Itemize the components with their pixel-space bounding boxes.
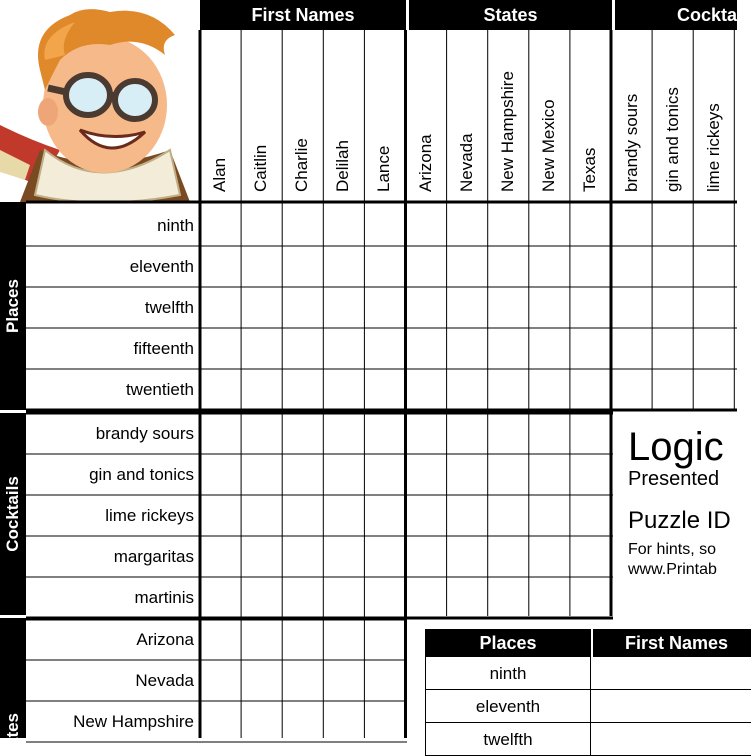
answer-row-place: eleventh: [425, 690, 591, 723]
grid-cell-cocktails[interactable]: [571, 576, 612, 617]
grid-cell-places[interactable]: [201, 327, 242, 368]
column-label-text: brandy sours: [622, 93, 641, 192]
grid-cell-places[interactable]: [571, 245, 612, 286]
answer-row-place: ninth: [425, 657, 591, 690]
header-first-names-label: First Names: [251, 4, 355, 25]
info-presented: Presented: [628, 468, 720, 490]
grid-cell-cocktails[interactable]: [283, 412, 324, 453]
grid-cell-places[interactable]: [571, 327, 612, 368]
grid-cell-cocktails[interactable]: [407, 535, 448, 576]
column-label-text: lime rickeys: [704, 103, 723, 192]
grid-cell-states[interactable]: [365, 659, 406, 700]
grid-cell-cocktails[interactable]: [489, 576, 530, 617]
grid-cell-places[interactable]: [571, 286, 612, 327]
grid-cell-places[interactable]: [324, 204, 365, 245]
grid-cell-places[interactable]: [324, 368, 365, 409]
answer-row-first-name-input[interactable]: [591, 723, 751, 756]
grid-cell-cocktails[interactable]: [201, 453, 242, 494]
grid-cell-cocktails[interactable]: [530, 453, 571, 494]
column-label-text: Delilah: [333, 140, 352, 192]
row-label-cocktails: brandy sours: [95, 424, 194, 443]
grid-cell-places[interactable]: [653, 368, 694, 409]
answer-table: [425, 629, 737, 749]
grid-cell-places[interactable]: [448, 204, 489, 245]
grid-cell-places[interactable]: [694, 327, 735, 368]
grid-cell-cocktails[interactable]: [242, 453, 283, 494]
row-label-states: Arizona: [136, 630, 194, 649]
grid-cell-places[interactable]: [283, 245, 324, 286]
answer-header-places: Places: [425, 629, 591, 657]
grid-cell-states[interactable]: [324, 700, 365, 741]
grid-cell-states[interactable]: [201, 659, 242, 700]
row-label-states: Nevada: [135, 671, 194, 690]
grid-cell-cocktails[interactable]: [283, 535, 324, 576]
grid-cell-cocktails[interactable]: [201, 576, 242, 617]
row-label-cocktails: margaritas: [113, 547, 194, 566]
column-label-text: Texas: [580, 147, 599, 192]
grid-cell-states[interactable]: [365, 700, 406, 741]
column-label-text: Caitlin: [251, 144, 270, 192]
grid-cell-cocktails[interactable]: [365, 494, 406, 535]
grid-cell-places[interactable]: [612, 245, 653, 286]
grid-cell-places[interactable]: [653, 245, 694, 286]
grid-cell-states[interactable]: [201, 700, 242, 741]
grid-cell-cocktails[interactable]: [448, 576, 489, 617]
grid-cell-cocktails[interactable]: [489, 494, 530, 535]
grid-cell-cocktails[interactable]: [489, 535, 530, 576]
grid-cell-places[interactable]: [407, 286, 448, 327]
grid-cell-places[interactable]: [283, 286, 324, 327]
answer-header-first-names: First Names: [591, 629, 751, 657]
grid-cell-cocktails[interactable]: [283, 453, 324, 494]
grid-cell-cocktails[interactable]: [407, 453, 448, 494]
header-cocktails-label: Cockta: [677, 4, 738, 25]
grid-cell-cocktails[interactable]: [489, 412, 530, 453]
grid-cell-cocktails[interactable]: [407, 412, 448, 453]
grid-cell-states[interactable]: [283, 618, 324, 659]
grid-cell-cocktails[interactable]: [324, 412, 365, 453]
grid-cell-cocktails[interactable]: [365, 412, 406, 453]
column-label-text: New Mexico: [539, 99, 558, 192]
side-header-cocktails-label: Cocktails: [3, 476, 22, 552]
grid-cell-places[interactable]: [530, 327, 571, 368]
grid-cell-cocktails[interactable]: [324, 535, 365, 576]
grid-cell-cocktails[interactable]: [283, 576, 324, 617]
grid-cell-places[interactable]: [283, 327, 324, 368]
grid-cell-cocktails[interactable]: [530, 412, 571, 453]
grid-cell-cocktails[interactable]: [530, 535, 571, 576]
grid-cell-places[interactable]: [530, 204, 571, 245]
grid-cell-places[interactable]: [612, 204, 653, 245]
grid-cell-cocktails[interactable]: [571, 535, 612, 576]
grid-cell-places[interactable]: [448, 368, 489, 409]
grid-cell-cocktails[interactable]: [448, 535, 489, 576]
grid-cell-places[interactable]: [612, 327, 653, 368]
grid-cell-cocktails[interactable]: [571, 412, 612, 453]
grid-cell-states[interactable]: [201, 618, 242, 659]
grid-cell-places[interactable]: [489, 286, 530, 327]
grid-cell-places[interactable]: [694, 204, 735, 245]
grid-cell-cocktails[interactable]: [201, 494, 242, 535]
grid-cell-places[interactable]: [201, 245, 242, 286]
row-label-places: ninth: [157, 216, 194, 235]
grid-cell-places[interactable]: [612, 368, 653, 409]
grid-cell-cocktails[interactable]: [407, 494, 448, 535]
grid-cell-places[interactable]: [407, 245, 448, 286]
grid-cell-cocktails[interactable]: [283, 494, 324, 535]
grid-cell-states[interactable]: [242, 700, 283, 741]
grid-cell-places[interactable]: [653, 327, 694, 368]
row-label-cocktails: martinis: [134, 588, 194, 607]
grid-cell-states[interactable]: [283, 659, 324, 700]
grid-cell-states[interactable]: [283, 700, 324, 741]
grid-cell-cocktails[interactable]: [365, 453, 406, 494]
info-title: Logic: [628, 425, 724, 469]
grid-cell-places[interactable]: [407, 204, 448, 245]
info-website[interactable]: www.Printab: [628, 561, 717, 578]
grid-cell-places[interactable]: [283, 368, 324, 409]
header-states-label: States: [483, 4, 538, 25]
grid-cell-places[interactable]: [365, 245, 406, 286]
grid-cell-places[interactable]: [448, 245, 489, 286]
column-label-text: Lance: [374, 145, 393, 192]
grid-cell-states[interactable]: [242, 659, 283, 700]
column-label-text: Nevada: [457, 133, 476, 192]
grid-cell-places[interactable]: [324, 286, 365, 327]
grid-cell-places[interactable]: [489, 327, 530, 368]
column-label-text: gin and tonics: [663, 87, 682, 192]
row-label-places: twelfth: [144, 298, 194, 317]
grid-cell-places[interactable]: [365, 286, 406, 327]
grid-cell-places[interactable]: [201, 286, 242, 327]
grid-cell-cocktails[interactable]: [489, 453, 530, 494]
grid-cell-places[interactable]: [612, 286, 653, 327]
grid-cell-places[interactable]: [571, 204, 612, 245]
grid-cell-cocktails[interactable]: [242, 412, 283, 453]
grid-cell-places[interactable]: [694, 368, 735, 409]
grid-cell-places[interactable]: [201, 204, 242, 245]
row-label-cocktails: gin and tonics: [89, 465, 194, 484]
grid-cell-places[interactable]: [201, 368, 242, 409]
info-box: [628, 425, 737, 579]
grid-cell-places[interactable]: [242, 204, 283, 245]
grid-cell-places[interactable]: [242, 245, 283, 286]
answer-row-first-name-input[interactable]: [591, 690, 751, 723]
grid-cell-cocktails[interactable]: [324, 453, 365, 494]
grid-cell-cocktails[interactable]: [448, 453, 489, 494]
grid-cell-cocktails[interactable]: [448, 494, 489, 535]
grid-cell-cocktails[interactable]: [365, 576, 406, 617]
grid-cell-states[interactable]: [242, 618, 283, 659]
grid-cell-cocktails[interactable]: [201, 535, 242, 576]
grid-cell-cocktails[interactable]: [242, 494, 283, 535]
grid-cell-places[interactable]: [283, 204, 324, 245]
grid-cell-places[interactable]: [694, 245, 735, 286]
grid-cell-places[interactable]: [365, 327, 406, 368]
info-puzzle-id: Puzzle ID: [628, 507, 731, 534]
grid-cell-cocktails[interactable]: [571, 453, 612, 494]
grid-cell-cocktails[interactable]: [324, 494, 365, 535]
grid-cell-places[interactable]: [489, 245, 530, 286]
grid-cell-places[interactable]: [571, 368, 612, 409]
row-label-states: New Hampshire: [73, 712, 194, 731]
grid-cell-places[interactable]: [365, 204, 406, 245]
grid-cell-places[interactable]: [694, 286, 735, 327]
side-header-places-label: Places: [3, 279, 22, 333]
answer-row-place: twelfth: [425, 723, 591, 756]
info-hints: For hints, so: [628, 541, 717, 558]
row-label-places: eleventh: [129, 257, 194, 276]
grid-cell-states[interactable]: [324, 659, 365, 700]
grid-cell-places[interactable]: [653, 204, 694, 245]
grid-cell-places[interactable]: [407, 327, 448, 368]
grid-cell-places[interactable]: [489, 204, 530, 245]
column-label-text: New Hampshire: [498, 71, 517, 192]
grid-cell-places[interactable]: [242, 368, 283, 409]
grid-cell-places[interactable]: [653, 286, 694, 327]
column-label-text: Alan: [210, 157, 229, 192]
grid-cell-places[interactable]: [530, 286, 571, 327]
grid-cell-places[interactable]: [448, 327, 489, 368]
grid-cell-places[interactable]: [324, 245, 365, 286]
grid-cell-places[interactable]: [489, 368, 530, 409]
grid-cell-cocktails[interactable]: [201, 412, 242, 453]
grid-cell-places[interactable]: [407, 368, 448, 409]
row-label-places: fifteenth: [133, 339, 194, 358]
answer-row-first-name-input[interactable]: [591, 657, 751, 690]
grid-cell-cocktails[interactable]: [242, 576, 283, 617]
column-label-text: Arizona: [416, 134, 435, 192]
grid-cell-places[interactable]: [365, 368, 406, 409]
side-header-states-label: ates: [3, 712, 22, 748]
column-label-text: Charlie: [292, 138, 311, 192]
grid-cell-places[interactable]: [448, 286, 489, 327]
grid-cell-cocktails[interactable]: [407, 576, 448, 617]
row-label-places: twentieth: [125, 380, 194, 399]
grid-cell-cocktails[interactable]: [530, 494, 571, 535]
grid-cell-states[interactable]: [365, 618, 406, 659]
grid-cell-cocktails[interactable]: [571, 494, 612, 535]
grid-cell-places[interactable]: [530, 245, 571, 286]
grid-cell-cocktails[interactable]: [530, 576, 571, 617]
grid-cell-places[interactable]: [324, 327, 365, 368]
grid-cell-cocktails[interactable]: [365, 535, 406, 576]
grid-cell-cocktails[interactable]: [324, 576, 365, 617]
grid-cell-cocktails[interactable]: [242, 535, 283, 576]
grid-cell-places[interactable]: [242, 286, 283, 327]
grid-cell-states[interactable]: [324, 618, 365, 659]
grid-cell-places[interactable]: [530, 368, 571, 409]
grid-cell-cocktails[interactable]: [448, 412, 489, 453]
grid-cell-places[interactable]: [242, 327, 283, 368]
row-label-cocktails: lime rickeys: [105, 506, 194, 525]
